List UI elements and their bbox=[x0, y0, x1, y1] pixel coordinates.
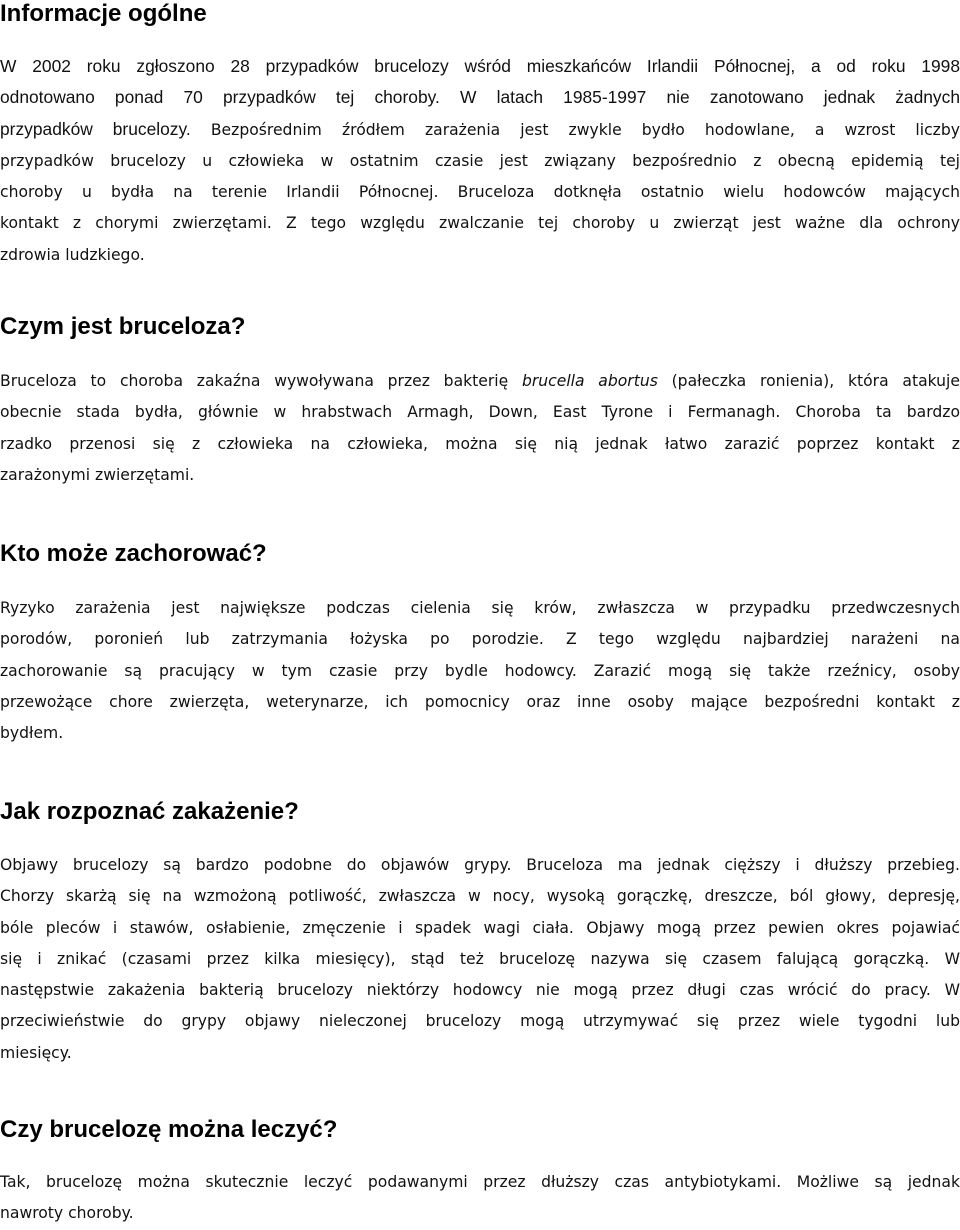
paragraph-line: kontakt z chorymi zwierzętami. Z tego względu zwalczanie tej choroby u zwierząt jest ważne dla ochrony bbox=[0, 214, 960, 233]
paragraph-line: porodów, poronień lub zatrzymania łożyska po porodzie. Z tego względu najbardziej narażeni na bbox=[0, 630, 960, 649]
paragraph-line: bóle pleców i stawów, osłabienie, zmęczenie i spadek wagi ciała. Objawy mogą przez pewien okres pojawiać bbox=[0, 918, 960, 937]
paragraph-line: przewożące chore zwierzęta, weterynarze, ich pomocnicy oraz inne osoby mające bezpośredni kontakt z bbox=[0, 692, 960, 711]
paragraph-line: Objawy brucelozy są bardzo podobne do objawów grypy. Bruceloza ma jednak cięższy i dłuższy przebieg. bbox=[0, 856, 960, 874]
paragraph-line: nawroty choroby. bbox=[0, 1204, 134, 1223]
paragraph-segment: Bruceloza to choroba zakaźna wywoływana przez bakterię bbox=[0, 372, 522, 390]
paragraph-segment: Bezpośrednim źródłem zarażenia jest zwykle bydło hodowlane, a wzrost liczby bbox=[210, 120, 960, 139]
paragraph-line: przeciwieństwie do grypy objawy nieleczonej brucelozy mogą utrzymywać się przez wiele tygodni lub bbox=[0, 1012, 960, 1031]
paragraph-line: zdrowia ludzkiego. bbox=[0, 245, 145, 264]
bacteria-name: brucella abortus bbox=[521, 372, 658, 390]
paragraph-line: się i znikać (czasami przez kilka miesięcy), stąd też brucelozę nazywa się czasem falującą gorączką. W bbox=[0, 949, 960, 968]
section-paragraph-how-to-recognize bbox=[0, 850, 960, 1069]
section-heading-how-to-recognize: Jak rozpoznać zakażenie? bbox=[0, 798, 299, 825]
paragraph-line: Ryzyko zarażenia jest największe podczas cielenia się krów, zwłaszcza w przypadku przedwczesnych bbox=[0, 599, 960, 617]
section-heading-what-is-brucellosis: Czym jest bruceloza? bbox=[0, 313, 246, 340]
section-paragraph-general-info bbox=[0, 51, 960, 271]
paragraph-line: miesięcy. bbox=[0, 1043, 72, 1062]
paragraph-line: następstwie zakażenia bakterią brucelozy niektórzy hodowcy nie mogą przez długi czas wrócić do pracy. W bbox=[0, 981, 960, 1000]
paragraph-segment: (pałeczka ronienia), która atakuje bbox=[657, 372, 960, 390]
paragraph-line-mixed bbox=[0, 366, 960, 397]
paragraph-line: W 2002 roku zgłoszono 28 przypadków brucelozy wśród mieszkańców Irlandii Północnej, a od roku 1998 bbox=[0, 56, 960, 76]
paragraph-line: rzadko przenosi się z człowieka na człowieka, można się nią jednak łatwo zarazić poprzez kontakt z bbox=[0, 434, 960, 453]
paragraph-line-split bbox=[0, 114, 960, 146]
paragraph-line: bydłem. bbox=[0, 724, 64, 743]
paragraph-line: Tak, brucelozę można skutecznie leczyć podawanymi przez dłuższy czas antybiotykami. Możliwe są jednak bbox=[0, 1173, 960, 1191]
paragraph-line: obecnie stada bydła, głównie w hrabstwach Armagh, Down, East Tyrone i Fermanagh. Choroba ta bardzo bbox=[0, 403, 960, 422]
paragraph-line: odnotowano ponad 70 przypadków tej choroby. W latach 1985-1997 nie zanotowano jednak żadnych bbox=[0, 87, 960, 108]
section-paragraph-can-it-be-treated bbox=[0, 1167, 960, 1230]
section-heading-general-info: Informacje ogólne bbox=[0, 0, 207, 27]
paragraph-segment: przypadków brucelozy. bbox=[0, 118, 191, 139]
section-paragraph-who-can-get-sick bbox=[0, 593, 960, 749]
paragraph-line: przypadków brucelozy u człowieka w ostatnim czasie jest związany bezpośrednio z obecną epidemią tej bbox=[0, 151, 960, 170]
paragraph-line: zarażonymi zwierzętami. bbox=[0, 465, 195, 484]
section-heading-who-can-get-sick: Kto może zachorować? bbox=[0, 540, 267, 567]
paragraph-line: zachorowanie są pracujący w tym czasie przy bydle hodowcy. Zarazić mogą się także rzeźnicy, osoby bbox=[0, 661, 960, 680]
section-heading-can-it-be-treated: Czy brucelozę można leczyć? bbox=[0, 1116, 338, 1143]
paragraph-line: Chorzy skarżą się na wzmożoną potliwość, zwłaszcza w nocy, wysoką gorączkę, dreszcze, ból głowy, depresję, bbox=[0, 887, 960, 906]
section-paragraph-what-is-brucellosis bbox=[0, 366, 960, 491]
paragraph-line: choroby u bydła na terenie Irlandii Północnej. Bruceloza dotknęła ostatnio wielu hodowców mających bbox=[0, 183, 960, 202]
